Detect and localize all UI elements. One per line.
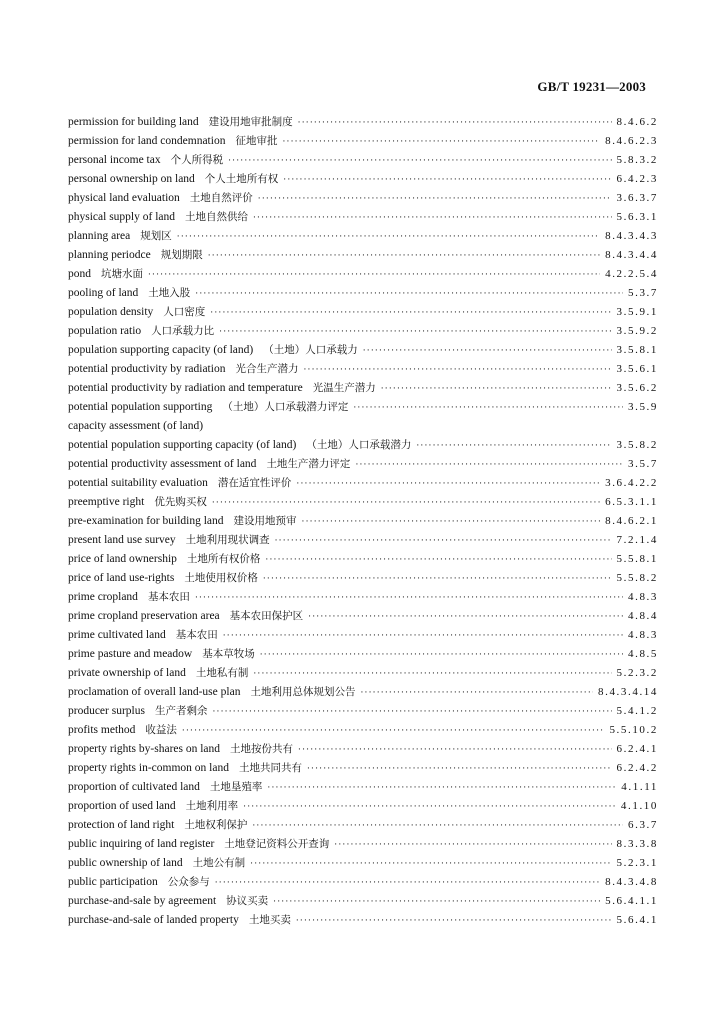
dot-leader — [177, 228, 600, 247]
entry-clause-number: 3.5.9.2 — [616, 325, 658, 337]
entry-term: population supporting capacity (of land) — [68, 344, 254, 356]
entry-clause-number: 5.6.4.1.1 — [605, 895, 658, 907]
entry-term: physical supply of land — [68, 211, 175, 223]
index-entry — [68, 474, 658, 493]
entry-term: permission for land condemnation — [68, 135, 226, 147]
entry-clause-number: 5.8.3.2 — [616, 154, 658, 166]
entry-clause-number: 8.4.3.4.3 — [605, 230, 658, 242]
standard-code: GB/T 19231—2003 — [537, 79, 646, 94]
entry-chinese-term: 土地利用现状调查 — [185, 534, 270, 546]
entry-clause-number: 6.3.7 — [628, 819, 658, 831]
entry-chinese-term: （土地）人口承载潜力 — [306, 439, 412, 451]
index-entry — [68, 512, 658, 531]
index-entry — [68, 873, 658, 892]
entry-term: planning periodce — [68, 249, 151, 261]
entry-clause-number: 8.4.3.4.8 — [605, 876, 658, 888]
index-entry — [68, 455, 658, 474]
entry-term: profits method — [68, 724, 136, 736]
dot-leader — [275, 532, 612, 551]
entry-chinese-term: 基本草牧场 — [202, 648, 255, 660]
entry-clause-number: 6.5.3.1.1 — [605, 496, 658, 508]
entry-clause-number: 3.5.7 — [628, 458, 658, 470]
entry-clause-number: 3.5.6.1 — [616, 363, 658, 375]
entry-term: prime cropland — [68, 591, 138, 603]
entry-chinese-term: 土地共同共有 — [238, 762, 302, 774]
dot-leader — [334, 836, 611, 855]
entry-term: potential productivity assessment of land — [68, 458, 257, 470]
dot-leader — [212, 703, 611, 722]
entry-clause-number: 8.4.3.4.4 — [605, 249, 658, 261]
entry-chinese-term: 土地入股 — [148, 287, 191, 299]
entry-chinese-term: 坑塘水面 — [101, 268, 143, 280]
index-entry — [68, 132, 658, 151]
entry-chinese-term: 土地生产潜力评定 — [266, 458, 351, 470]
entry-chinese-term: 生产者剩余 — [154, 705, 208, 717]
entry-clause-number: 3.6.3.7 — [616, 192, 658, 204]
entry-chinese-term: 个人所得税 — [170, 154, 224, 166]
dot-leader — [363, 342, 612, 361]
entry-chinese-term: 土地买卖 — [248, 914, 291, 926]
entry-chinese-term: 基本农田保护区 — [229, 610, 304, 622]
dot-leader — [252, 817, 623, 836]
entry-term: pond — [68, 268, 91, 280]
index-entry — [68, 265, 658, 284]
entry-term: public ownership of land — [68, 857, 183, 869]
dot-leader — [250, 855, 611, 874]
index-entry — [68, 189, 658, 208]
entry-term: physical land evaluation — [68, 192, 180, 204]
entry-term: potential productivity by radiation and temperature — [68, 382, 303, 394]
entry-clause-number: 4.8.3 — [628, 591, 658, 603]
entry-clause-number: 4.1.10 — [620, 800, 658, 812]
entry-term: purchase-and-sale of landed property — [68, 914, 239, 926]
dot-leader — [303, 361, 611, 380]
entry-chinese-term: 规划区 — [140, 230, 172, 242]
entry-chinese-term: 光合生产潜力 — [235, 363, 299, 375]
entry-term: personal ownership on land — [68, 173, 195, 185]
entry-clause-number: 3.6.4.2.2 — [605, 477, 658, 489]
entry-term: private ownership of land — [68, 667, 186, 679]
entry-term: pre-examination for building land — [68, 515, 224, 527]
index-entry-continuation — [68, 417, 658, 436]
entry-chinese-term: 土地自然供给 — [185, 211, 248, 223]
dot-leader — [265, 551, 611, 570]
entry-term: potential productivity by radiation — [68, 363, 226, 375]
entry-clause-number: 5.6.3.1 — [616, 211, 658, 223]
index-entry — [68, 797, 658, 816]
dot-leader — [282, 133, 600, 152]
dot-leader — [219, 323, 611, 342]
index-entry — [68, 246, 658, 265]
entry-clause-number: 3.5.8.2 — [616, 439, 658, 451]
index-entry — [68, 398, 658, 417]
entry-chinese-term: 人口密度 — [163, 306, 206, 318]
entry-chinese-term: 土地利用总体规划公告 — [250, 686, 356, 698]
entry-clause-number: 8.4.6.2.3 — [605, 135, 658, 147]
entry-clause-number: 8.4.6.2 — [616, 116, 658, 128]
dot-leader — [298, 741, 612, 760]
index-entry — [68, 569, 658, 588]
entry-chinese-term: 土地所有权价格 — [186, 553, 261, 565]
entry-clause-number: 6.4.2.3 — [616, 173, 658, 185]
entry-clause-number: 6.2.4.1 — [616, 743, 658, 755]
entry-term: proportion of cultivated land — [68, 781, 200, 793]
dot-leader — [308, 608, 623, 627]
entry-chinese-term: （土地）人口承载力 — [263, 344, 358, 356]
index-entry — [68, 721, 658, 740]
index-entry — [68, 683, 658, 702]
entry-chinese-term: 基本农田 — [175, 629, 218, 641]
entry-term: price of land use-rights — [68, 572, 175, 584]
entry-clause-number: 4.8.5 — [628, 648, 658, 660]
entry-clause-number: 5.3.7 — [628, 287, 658, 299]
entry-term: population ratio — [68, 325, 142, 337]
dot-leader — [258, 190, 612, 209]
entry-clause-number: 5.5.8.1 — [616, 553, 658, 565]
dot-leader — [243, 798, 616, 817]
dot-leader — [307, 760, 612, 779]
entry-chinese-term: 征地审批 — [235, 135, 278, 147]
entry-chinese-term: 公众参与 — [167, 876, 210, 888]
entry-chinese-term: 收益法 — [145, 724, 177, 736]
index-entry — [68, 588, 658, 607]
entry-term: planning area — [68, 230, 131, 242]
index-entry — [68, 626, 658, 645]
entry-chinese-term: 土地权利保护 — [184, 819, 248, 831]
entry-chinese-term: 协议买卖 — [226, 895, 269, 907]
entry-chinese-term: 建设用地审批制度 — [208, 116, 293, 128]
entry-clause-number: 3.5.6.2 — [616, 382, 658, 394]
entry-term: prime cultivated land — [68, 629, 166, 641]
dot-leader — [353, 399, 623, 418]
entry-chinese-term: 土地按份共有 — [230, 743, 294, 755]
index-entry — [68, 284, 658, 303]
entry-clause-number: 7.2.1.4 — [616, 534, 658, 546]
entry-chinese-term: 建设用地预审 — [233, 515, 297, 527]
entry-chinese-term: （土地）人口承载潜力评定 — [222, 401, 349, 413]
entry-chinese-term: 个人土地所有权 — [204, 173, 279, 185]
dot-leader — [212, 494, 600, 513]
entry-term: producer surplus — [68, 705, 145, 717]
entry-clause-number: 3.5.9.1 — [616, 306, 658, 318]
index-entry — [68, 778, 658, 797]
dot-leader — [273, 893, 600, 912]
entry-term: public participation — [68, 876, 158, 888]
entry-term: protection of land right — [68, 819, 175, 831]
dot-leader — [215, 874, 600, 893]
dot-leader — [283, 171, 611, 190]
entry-term: purchase-and-sale by agreement — [68, 895, 217, 907]
entry-clause-number: 5.6.4.1 — [616, 914, 658, 926]
entry-term: potential suitability evaluation — [68, 477, 208, 489]
entry-term: pooling of land — [68, 287, 139, 299]
index-entry — [68, 208, 658, 227]
entry-chinese-term: 优先购买权 — [154, 496, 207, 508]
dot-leader — [296, 912, 612, 931]
entry-term: present land use survey — [68, 534, 176, 546]
dot-leader — [148, 266, 600, 285]
index-entry — [68, 379, 658, 398]
entry-chinese-term: 基本农田 — [147, 591, 190, 603]
index-entry — [68, 227, 658, 246]
dot-leader — [260, 646, 623, 665]
entry-term: prime cropland preservation area — [68, 610, 220, 622]
entry-chinese-term: 土地自然评价 — [189, 192, 253, 204]
entry-chinese-term: 土地使用权价格 — [184, 572, 258, 584]
index-entry — [68, 664, 658, 683]
entry-term: personal income tax — [68, 154, 161, 166]
dot-leader — [298, 114, 612, 133]
entry-term: prime pasture and meadow — [68, 648, 193, 660]
entry-term: property rights in-common on land — [68, 762, 229, 774]
index-entry — [68, 759, 658, 778]
dot-leader — [182, 722, 605, 741]
entry-clause-number: 5.5.8.2 — [616, 572, 658, 584]
entry-term: proportion of used land — [68, 800, 176, 812]
index-entry — [68, 740, 658, 759]
dot-leader — [360, 684, 593, 703]
index-entry — [68, 170, 658, 189]
entry-chinese-term: 土地登记资料公开查询 — [224, 838, 330, 850]
entry-chinese-term: 人口承载力比 — [151, 325, 215, 337]
dot-leader — [302, 513, 601, 532]
dot-leader — [223, 627, 623, 646]
glossary-index-list — [68, 113, 658, 930]
index-entry — [68, 702, 658, 721]
entry-chinese-term: 潜在适宜性评价 — [217, 477, 292, 489]
dot-leader — [210, 304, 611, 323]
index-entry — [68, 360, 658, 379]
entry-clause-number: 5.2.3.2 — [616, 667, 658, 679]
entry-clause-number: 8.3.3.8 — [616, 838, 658, 850]
dot-leader — [296, 475, 600, 494]
entry-term: population density — [68, 306, 154, 318]
entry-term: potential population supporting — [68, 401, 213, 413]
index-entry — [68, 113, 658, 132]
index-entry — [68, 341, 658, 360]
entry-chinese-term: 土地垦殖率 — [209, 781, 263, 793]
dot-leader — [253, 665, 611, 684]
entry-clause-number: 8.4.6.2.1 — [605, 515, 658, 527]
index-entry — [68, 436, 658, 455]
dot-leader — [355, 456, 623, 475]
entry-term: public inquiring of land register — [68, 838, 215, 850]
entry-chinese-term: 光温生产潜力 — [312, 382, 376, 394]
index-entry — [68, 531, 658, 550]
dot-leader — [228, 152, 611, 171]
dot-leader — [416, 437, 611, 456]
index-entry — [68, 607, 658, 626]
index-entry — [68, 835, 658, 854]
entry-term-continuation: capacity assessment (of land) — [68, 420, 204, 432]
index-entry — [68, 911, 658, 930]
entry-term: permission for building land — [68, 116, 199, 128]
entry-clause-number: 5.5.10.2 — [609, 724, 658, 736]
dot-leader — [381, 380, 612, 399]
entry-term: proclamation of overall land-use plan — [68, 686, 241, 698]
entry-term: preemptive right — [68, 496, 145, 508]
entry-chinese-term: 土地公有制 — [192, 857, 246, 869]
dot-leader — [253, 209, 612, 228]
dot-leader — [195, 589, 623, 608]
entry-term: price of land ownership — [68, 553, 177, 565]
entry-chinese-term: 土地私有制 — [195, 667, 249, 679]
entry-clause-number: 4.1.11 — [621, 781, 658, 793]
entry-clause-number: 5.4.1.2 — [616, 705, 658, 717]
entry-clause-number: 4.8.4 — [628, 610, 658, 622]
entry-chinese-term: 规划期限 — [160, 249, 203, 261]
entry-clause-number: 4.2.2.5.4 — [605, 268, 658, 280]
entry-clause-number: 5.2.3.1 — [616, 857, 658, 869]
entry-clause-number: 8.4.3.4.14 — [598, 686, 658, 698]
index-entry — [68, 892, 658, 911]
index-entry — [68, 322, 658, 341]
dot-leader — [195, 285, 623, 304]
index-entry — [68, 550, 658, 569]
index-entry — [68, 645, 658, 664]
index-entry — [68, 303, 658, 322]
index-entry — [68, 854, 658, 873]
entry-clause-number: 4.8.3 — [628, 629, 658, 641]
entry-clause-number: 3.5.9 — [628, 401, 658, 413]
entry-clause-number: 3.5.8.1 — [616, 344, 658, 356]
index-entry — [68, 493, 658, 512]
entry-term: potential population supporting capacity (of land) — [68, 439, 297, 451]
entry-clause-number: 6.2.4.2 — [616, 762, 658, 774]
index-entry — [68, 151, 658, 170]
dot-leader — [267, 779, 616, 798]
index-entry — [68, 816, 658, 835]
dot-leader — [208, 247, 600, 266]
dot-leader — [263, 570, 612, 589]
entry-term: property rights by-shares on land — [68, 743, 221, 755]
entry-chinese-term: 土地利用率 — [185, 800, 239, 812]
